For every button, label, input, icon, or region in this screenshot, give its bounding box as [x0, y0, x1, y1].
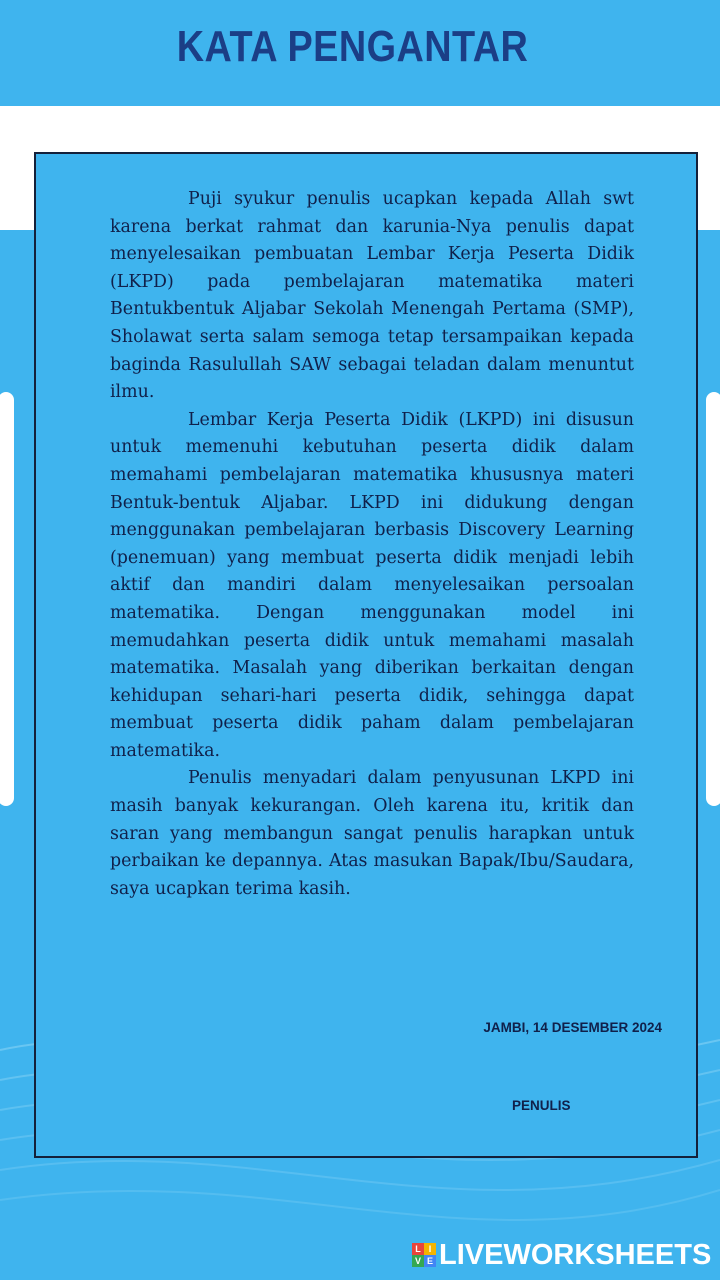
- paragraph-3: Penulis menyadari dalam penyusunan LKPD ini masih banyak kekurangan. Oleh karena itu, kritik dan saran yang membangun sangat penulis harapkan untuk perbaikan ke depannya. Atas masukan Bapak/Ibu/Saudara, saya ucapkan terima kasih.: [110, 768, 634, 899]
- paragraph-2: Lembar Kerja Peserta Didik (LKPD) ini disusun untuk memenuhi kebutuhan peserta didik dalam memahami pembelajaran matematika khususnya materi Bentuk-bentuk Aljabar. LKPD ini didukung dengan menggunakan pembelajaran berbasis Discovery Learning (penemuan) yang membuat peserta didik menjadi lebih aktif dan mandiri dalam menyelesaikan persoalan matematika. Dengan menggunakan model ini memudahkan peserta didik untuk memahami masalah matematika. Masalah yang diberikan berkaitan dengan kehidupan sehari-hari peserta didik, sehingga dapat membuat peserta didik paham dalam pembelajaran matematika.: [110, 409, 634, 761]
- page-title: KATA PENGANTAR: [176, 22, 529, 71]
- right-decor-strip: [706, 392, 720, 806]
- left-decor-strip: [0, 392, 14, 806]
- liveworksheets-logo-icon: L I V E: [412, 1243, 436, 1267]
- letter-card: [34, 152, 698, 1158]
- letter-date: JAMBI, 14 DESEMBER 2024: [483, 1020, 662, 1035]
- liveworksheets-brand[interactable]: [412, 1238, 711, 1272]
- letter-signer: PENULIS: [512, 1098, 571, 1113]
- paragraph-1: Puji syukur penulis ucapkan kepada Allah swt karena berkat rahmat dan karunia-Nya penulis dapat menyelesaikan pembuatan Lembar Kerja Peserta Didik (LKPD) pada pembelajaran matematika materi Bentukbentuk Aljabar Sekolah Menengah Pertama (SMP), Sholawat serta salam semoga tetap tersampaikan kepada baginda Rasulullah SAW sebagai teladan dalam menuntut ilmu.: [110, 189, 634, 403]
- brand-name: LIVEWORKSHEETS: [439, 1238, 712, 1271]
- letter-body: [110, 186, 634, 903]
